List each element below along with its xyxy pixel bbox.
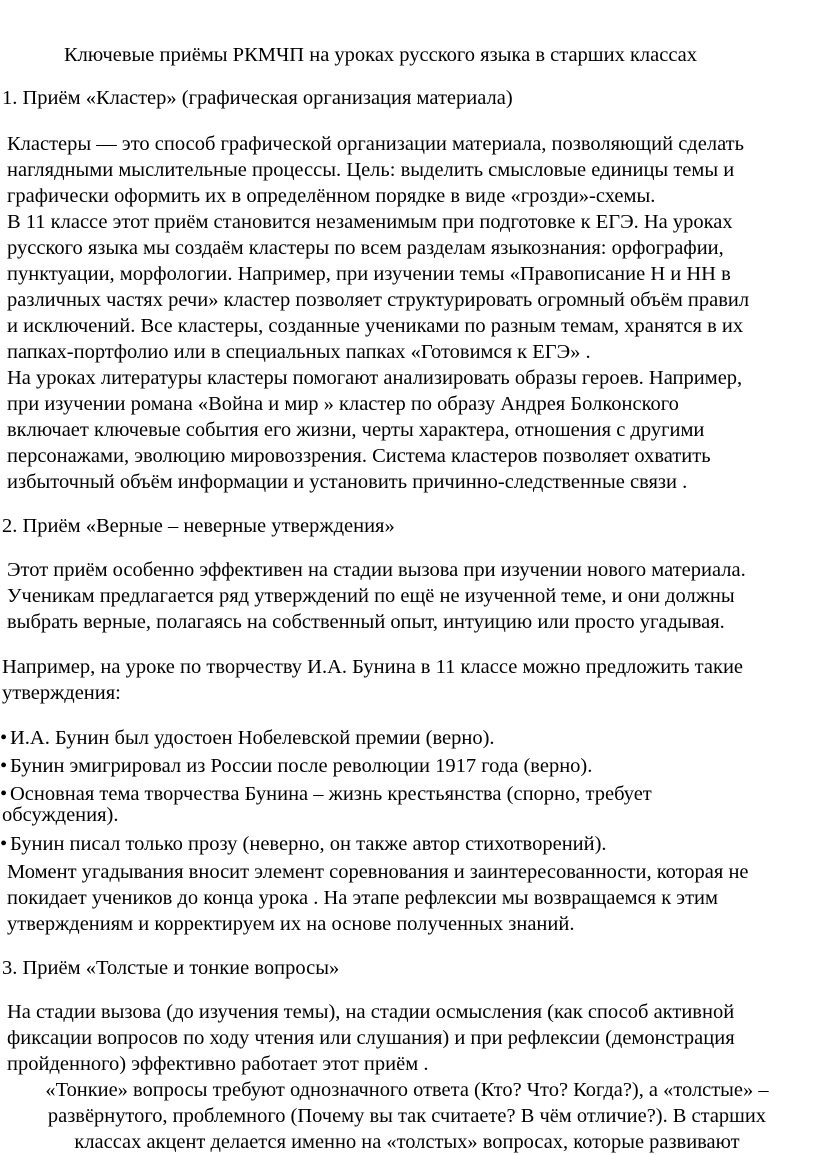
- paragraph-line: выбрать верные, полагаясь на собственный опыт, интуицию или просто угадывая.: [7, 611, 725, 633]
- example-line: Например, на уроке по творчеству И.А. Бунина в 11 классе можно предложить такие: [2, 656, 744, 678]
- paragraph-line: На стадии вызова (до изучения темы), на стадии осмысления (как способ активной: [7, 1001, 735, 1023]
- paragraph-line: пунктуации, морфологии. Например, при изучении темы «Правописание Н и НН в: [7, 263, 731, 285]
- paragraph-line: Момент угадывания вносит элемент соревнования и заинтересованности, которая не: [7, 861, 749, 883]
- bullet-icon: •: [0, 755, 8, 777]
- bullet-icon: •: [0, 833, 8, 855]
- page-title: Ключевые приёмы РКМЧП на уроках русского языка в старших классах: [64, 44, 698, 66]
- paragraph-line: наглядными мыслительные процессы. Цель: выделить смысловые единицы темы и: [7, 159, 735, 181]
- bullet-item: • Бунин эмигрировал из России после революции 1917 года (верно).: [0, 755, 593, 777]
- paragraph-line: русского языка мы создаём кластеры по всем разделам языкознания: орфографии,: [7, 237, 724, 259]
- paragraph-line: и исключений. Все кластеры, созданные учениками по разным темам, хранятся в их: [7, 315, 744, 337]
- paragraph-line: персонажами, эволюцию мировоззрения. Система кластеров позволяет охватить: [7, 445, 711, 467]
- paragraph-line: покидает учеников до конца урока . На этапе рефлексии мы возвращаемся к этим: [7, 887, 719, 909]
- paragraph-line: Кластеры — это способ графической организации материала, позволяющий сделать: [7, 133, 744, 155]
- paragraph-line: Этот приём особенно эффективен на стадии вызова при изучении нового материала.: [7, 559, 746, 581]
- example-line: утверждения:: [2, 682, 121, 704]
- section-1-heading: 1. Приём «Кластер» (графическая организация материала): [2, 87, 513, 109]
- paragraph-line: папках-портфолио или в специальных папках «Готовимся к ЕГЭ» .: [7, 341, 591, 363]
- paragraph-line: при изучении романа «Война и мир » кластер по образу Андрея Болконского: [7, 393, 679, 415]
- paragraph-line: На уроках литературы кластеры помогают анализировать образы героев. Например,: [7, 367, 743, 389]
- paragraph-line: Ученикам предлагается ряд утверждений по ещё не изученной теме, и они должны: [7, 585, 735, 607]
- bullet-item: • И.А. Бунин был удостоен Нобелевской премии (верно).: [0, 727, 495, 749]
- bullet-icon: •: [0, 727, 8, 749]
- paragraph-line: графически оформить их в определённом порядке в виде «грозди»-схемы.: [7, 185, 656, 207]
- paragraph-line: пройденного) эффективно работает этот приём .: [7, 1053, 429, 1075]
- section-2-heading: 2. Приём «Верные – неверные утверждения»: [2, 515, 395, 537]
- paragraph-line: фиксации вопросов по ходу чтения или слушания) и при рефлексии (демонстрация: [7, 1027, 735, 1049]
- paragraph-line: включает ключевые события его жизни, черты характера, отношения с другими: [7, 419, 705, 441]
- paragraph-line: В 11 классе этот приём становится незаменимым при подготовке к ЕГЭ. На уроках: [7, 211, 733, 233]
- paragraph-line: избыточный объём информации и установить причинно-следственные связи .: [7, 471, 688, 493]
- bullet-icon: •: [0, 783, 8, 805]
- bullet-item: • Основная тема творчества Бунина – жизнь крестьянства (спорно, требует: [0, 783, 652, 805]
- bullet-item: • Бунин писал только прозу (неверно, он также автор стихотворений).: [0, 833, 607, 855]
- paragraph-line: различных частях речи» кластер позволяет структурировать огромный объём правил: [7, 289, 750, 311]
- paragraph-line-centered: «Тонкие» вопросы требуют однозначного ответа (Кто? Что? Когда?), а «толстые» –: [45, 1079, 769, 1101]
- paragraph-line-centered: развёрнутого, проблемного (Почему вы так считаете? В чём отличие?). В старших: [47, 1105, 767, 1127]
- paragraph-line-centered: классах акцент делается именно на «толстых» вопросах, которые развивают: [74, 1131, 740, 1153]
- section-3-heading: 3. Приём «Толстые и тонкие вопросы»: [2, 957, 340, 979]
- bullet-item-continuation: обсуждения).: [2, 804, 119, 826]
- paragraph-line: утверждениям и корректируем их на основе полученных знаний.: [7, 913, 575, 935]
